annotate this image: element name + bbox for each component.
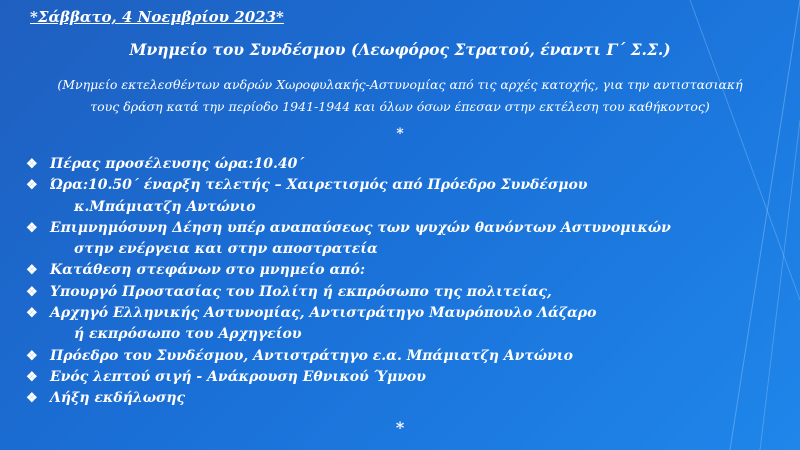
program-item-text: Ώρα:10.50΄ έναρξη τελετής – Χαιρετισμός από Πρόεδρο Συνδέσμου <box>50 177 588 194</box>
program-item <box>26 303 671 346</box>
program-item <box>26 282 671 303</box>
program-item <box>26 367 671 388</box>
program-item-text: Αρχηγό Ελληνικής Αστυνομίας, Αντιστράτηγο Μαυρόπουλο Λάζαρο <box>50 305 597 322</box>
program-item <box>26 388 671 409</box>
program-item-continuation: ή εκπρόσωπο του Αρχηγείου <box>74 326 302 343</box>
diamond-bullet-icon: ❖ <box>26 178 38 194</box>
program-item-text: Λήξη εκδήλωσης <box>50 390 186 407</box>
program-item <box>26 260 671 281</box>
program-item-text: Ενός λεπτού σιγή - Ανάκρουση Εθνικού Ύμνου <box>50 368 426 385</box>
subtitle-line: (Μνημείο εκτελεσθέντων ανδρών Χωροφυλακής-Αστυνομίας από τις αρχές κατοχής, για την αντιστασιακή <box>57 77 743 92</box>
separator-asterisk: * <box>396 126 404 142</box>
program-item-continuation: στην ενέργεια και στην αποστρατεία <box>74 241 378 258</box>
program-item <box>26 346 671 367</box>
diamond-bullet-icon: ❖ <box>26 220 38 236</box>
subtitle-line: τους δράση κατά την περίοδο 1941-1944 και όλων όσων έπεσαν στην εκτέλεση του καθήκοντος) <box>90 99 710 114</box>
program-item-text: Πρόεδρο του Συνδέσμου, Αντιστράτηγο ε.α. Μπάμιατζη Αντώνιο <box>50 347 573 364</box>
location-title: Μνημείο του Συνδέσμου (Λεωφόρος Στρατού, έναντι Γ΄ Σ.Σ.) <box>129 40 671 59</box>
program-item <box>26 154 671 175</box>
location-subtitle <box>30 74 770 118</box>
separator-asterisk: * <box>395 418 405 437</box>
diamond-bullet-icon: ❖ <box>26 391 38 407</box>
program-item-text: Κατάθεση στεφάνων στο μνημείο από: <box>50 262 366 279</box>
program-item <box>26 175 671 218</box>
diamond-bullet-icon: ❖ <box>26 369 38 385</box>
diamond-bullet-icon: ❖ <box>26 306 38 322</box>
diamond-bullet-icon: ❖ <box>26 284 38 300</box>
decorative-lines <box>670 0 800 450</box>
program-item-text: Υπουργό Προστασίας του Πολίτη ή εκπρόσωπο της πολιτείας, <box>50 283 552 300</box>
program-item-text: Επιμνημόσυνη Δέηση υπέρ αναπαύσεως των ψυχών θανόντων Αστυνομικών <box>50 219 671 236</box>
diamond-bullet-icon: ❖ <box>26 263 38 279</box>
program-item <box>26 218 671 261</box>
diamond-bullet-icon: ❖ <box>26 157 38 172</box>
event-date: *Σάββατο, 4 Νοεμβρίου 2023* <box>30 8 284 26</box>
program-item-continuation: κ.Μπάμιατζη Αντώνιο <box>74 198 256 215</box>
diamond-bullet-icon: ❖ <box>26 348 38 364</box>
program-list <box>26 154 671 410</box>
program-item-text: Πέρας προσέλευσης ώρα:10.40΄ <box>50 156 305 172</box>
